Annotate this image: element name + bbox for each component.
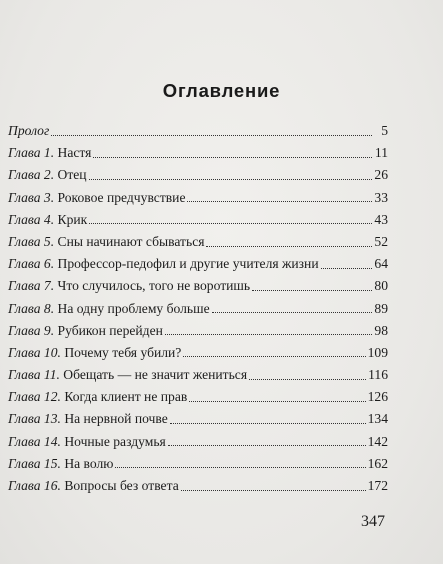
dot-leader <box>89 223 372 224</box>
chapter-label: Глава 14. <box>8 433 61 449</box>
dot-leader <box>206 246 372 247</box>
entry-page-number: 116 <box>368 367 388 383</box>
dot-leader <box>170 423 366 424</box>
toc-entry <box>8 209 388 231</box>
toc-entry <box>8 142 388 164</box>
chapter-title: Почему тебя убили? <box>64 344 182 360</box>
toc-entry <box>8 408 388 430</box>
dot-leader <box>249 379 366 380</box>
dot-leader <box>93 157 372 158</box>
toc-entry <box>8 164 388 186</box>
dot-leader <box>181 490 366 491</box>
chapter-title: Сны начинают сбываться <box>57 233 205 249</box>
toc-entry <box>8 342 388 364</box>
dot-leader <box>252 290 372 291</box>
entry-page-number: 80 <box>374 278 388 294</box>
chapter-label: Глава 4. <box>8 211 55 227</box>
chapter-label: Глава 12. <box>8 389 61 405</box>
entry-page-number: 43 <box>374 211 388 227</box>
entry-page-number: 5 <box>381 123 388 138</box>
entry-page-number: 52 <box>374 233 388 249</box>
entry-page-number: 142 <box>367 433 388 449</box>
toc-entry <box>8 475 388 497</box>
chapter-label: Глава 6. <box>8 256 55 272</box>
entry-page-number: 109 <box>367 344 388 360</box>
entry-page-number: 172 <box>367 478 388 493</box>
chapter-label: Глава 15. <box>8 455 61 471</box>
chapter-title: Вопросы без ответа <box>64 478 179 493</box>
chapter-label: Глава 8. <box>8 300 55 316</box>
chapter-title: Роковое предчувствие <box>57 189 186 205</box>
dot-leader <box>115 467 365 468</box>
page-number: 347 <box>361 513 385 530</box>
chapter-label: Глава 3. <box>8 189 55 205</box>
chapter-title: Когда клиент не прав <box>64 389 188 405</box>
chapter-label: Глава 13. <box>8 411 61 427</box>
chapter-title: Рубикон перейден <box>57 322 163 338</box>
entry-page-number: 98 <box>374 322 388 338</box>
chapter-label: Глава 7. <box>8 278 55 294</box>
chapter-title: Отец <box>57 167 87 183</box>
toc-entry <box>8 431 388 453</box>
chapter-label: Глава 10. <box>8 344 61 360</box>
entry-page-number: 162 <box>367 455 388 471</box>
toc-entry <box>8 253 388 275</box>
entry-page-number: 33 <box>374 189 388 205</box>
dot-leader <box>187 201 372 202</box>
chapter-label: Глава 2. <box>8 167 55 183</box>
chapter-label: Пролог <box>8 123 50 138</box>
dot-leader <box>189 401 365 402</box>
toc-entry <box>8 275 388 297</box>
dot-leader <box>183 356 365 357</box>
toc-entry <box>8 320 388 342</box>
chapter-title: Профессор-педофил и другие учителя жизни <box>57 256 319 272</box>
chapter-label: Глава 16. <box>8 478 61 493</box>
chapter-label: Глава 11. <box>8 367 60 383</box>
entry-page-number: 64 <box>374 256 388 272</box>
entry-page-number: 26 <box>374 167 388 183</box>
dot-leader <box>212 312 372 313</box>
toc-entry <box>8 231 388 253</box>
chapter-label: Глава 1. <box>8 145 55 161</box>
chapter-label: Глава 5. <box>8 233 55 249</box>
chapter-title: На одну проблему больше <box>57 300 210 316</box>
toc-entry <box>8 120 388 142</box>
entry-page-number: 126 <box>367 389 388 405</box>
table-of-contents <box>8 120 388 497</box>
entry-page-number: 134 <box>367 411 388 427</box>
toc-entry <box>8 386 388 408</box>
dot-leader <box>51 135 372 136</box>
chapter-title: Крик <box>57 211 88 227</box>
chapter-title: На волю <box>64 455 114 471</box>
entry-page-number: 11 <box>374 145 388 161</box>
page-title: Оглавление <box>162 80 281 101</box>
toc-entry <box>8 364 388 386</box>
dot-leader <box>321 268 372 269</box>
dot-leader <box>168 445 366 446</box>
entry-page-number: 89 <box>374 300 388 316</box>
toc-entry <box>8 298 388 320</box>
chapter-label: Глава 9. <box>8 322 55 338</box>
chapter-title: Обещать — не значит жениться <box>63 367 248 383</box>
dot-leader <box>89 179 372 180</box>
chapter-title: На нервной почве <box>64 411 168 427</box>
chapter-title: Ночные раздумья <box>64 433 166 449</box>
toc-entry <box>8 187 388 209</box>
chapter-title: Настя <box>57 145 92 161</box>
toc-entry <box>8 453 388 475</box>
dot-leader <box>165 334 372 335</box>
chapter-title: Что случилось, того не воротишь <box>57 278 251 294</box>
